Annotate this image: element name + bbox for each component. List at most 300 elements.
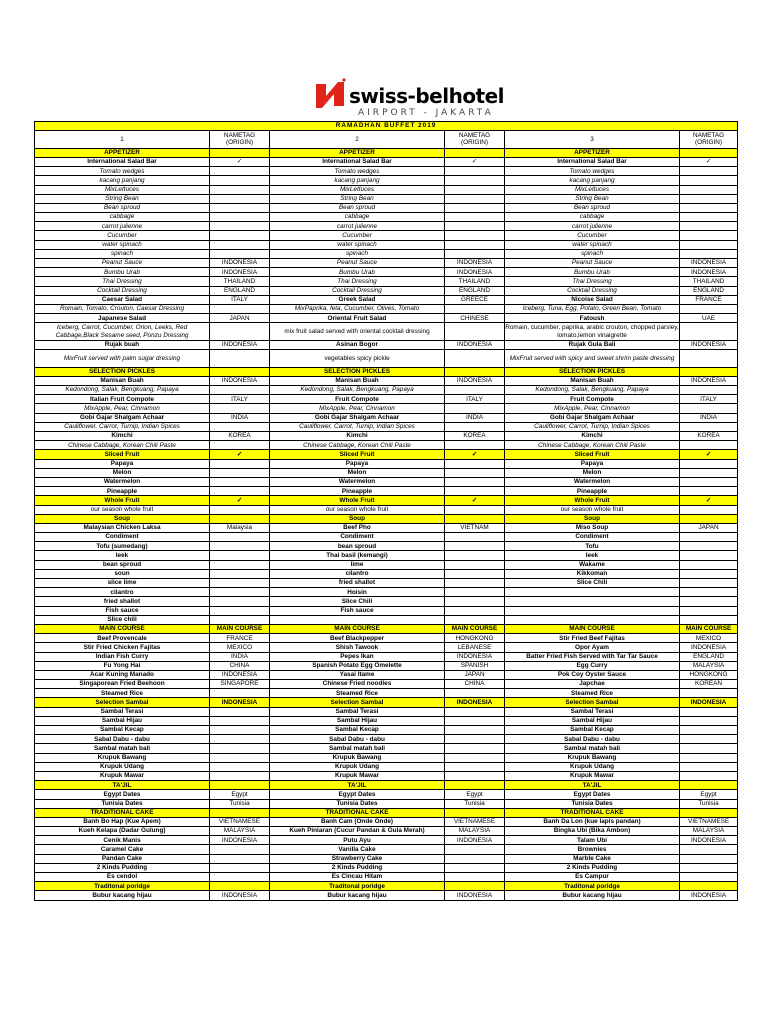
day2-dish-cell: Tomato wedges xyxy=(270,167,445,176)
menu-row xyxy=(35,643,738,652)
day1-dish-cell: Caesar Salad xyxy=(35,295,210,304)
day3-origin-cell: INDIA xyxy=(680,413,738,422)
menu-row xyxy=(35,240,738,249)
day1-origin-cell: ENGLAND xyxy=(210,286,270,295)
menu-row xyxy=(35,259,738,268)
day2-origin-cell xyxy=(445,249,505,258)
day3-dish-cell: Soup xyxy=(505,514,680,523)
day1-dish-cell: Steamed Rice xyxy=(35,689,210,698)
menu-row xyxy=(35,615,738,624)
day3-dish-cell: Rujak Gula Bali xyxy=(505,340,680,349)
day2-dish-cell: MAIN COURSE xyxy=(270,624,445,633)
menu-row xyxy=(35,176,738,185)
day1-dish-cell: Beef Provencale xyxy=(35,634,210,643)
day3-origin-cell xyxy=(680,579,738,588)
day3-origin-cell: ENGLAND xyxy=(680,286,738,295)
menu-row xyxy=(35,323,738,341)
day2-dish-cell: Putu Ayu xyxy=(270,836,445,845)
day2-origin-cell xyxy=(445,735,505,744)
day2-dish-cell: Thai basil (kemangi) xyxy=(270,551,445,560)
day1-origin-cell xyxy=(210,569,270,578)
day1-dish-cell: Soup xyxy=(35,514,210,523)
day1-origin-cell xyxy=(210,744,270,753)
day2-dish-cell: Oriental Fruit Salad xyxy=(270,314,445,323)
day1-origin-cell xyxy=(210,240,270,249)
day2-dish-cell: Peanut Sauce xyxy=(270,259,445,268)
day2-origin-cell: NAMETAG (ORIGIN) xyxy=(445,131,505,149)
day2-dish-cell: Krupuk Bawang xyxy=(270,753,445,762)
day2-origin-cell xyxy=(445,560,505,569)
day1-origin-cell xyxy=(210,873,270,882)
day1-origin-cell xyxy=(210,459,270,468)
day1-dish-cell: Pineapple xyxy=(35,487,210,496)
day2-origin-cell xyxy=(445,350,505,368)
menu-row xyxy=(35,231,738,240)
day1-dish-cell: Tomato wedges xyxy=(35,167,210,176)
day1-origin-cell xyxy=(210,735,270,744)
day3-dish-cell: Manisan Buah xyxy=(505,376,680,385)
day3-origin-cell xyxy=(680,762,738,771)
day1-origin-cell xyxy=(210,579,270,588)
day3-origin-cell xyxy=(680,477,738,486)
day2-dish-cell: water spinach xyxy=(270,240,445,249)
day3-dish-cell: Traditonal poridge xyxy=(505,882,680,891)
day3-origin-cell xyxy=(680,176,738,185)
day2-origin-cell: ENGLAND xyxy=(445,286,505,295)
day3-dish-cell xyxy=(505,615,680,624)
day2-dish-cell: Hoisin xyxy=(270,588,445,597)
menu-row xyxy=(35,487,738,496)
day2-dish-cell: kacang panjang xyxy=(270,176,445,185)
day2-dish-cell: Whole Fruit xyxy=(270,496,445,505)
day1-origin-cell xyxy=(210,386,270,395)
day1-origin-cell xyxy=(210,148,270,157)
day1-origin-cell xyxy=(210,615,270,624)
day1-dish-cell: Es cendol xyxy=(35,873,210,882)
day3-origin-cell xyxy=(680,167,738,176)
day2-dish-cell: cabbage xyxy=(270,213,445,222)
day2-dish-cell: String Bean xyxy=(270,194,445,203)
day3-origin-cell xyxy=(680,781,738,790)
day3-dish-cell: Gobi Gajar Shalgam Achaar xyxy=(505,413,680,422)
day1-origin-cell: VIETNAMESE xyxy=(210,817,270,826)
day2-origin-cell xyxy=(445,213,505,222)
day1-dish-cell: Manisan Buah xyxy=(35,376,210,385)
day2-origin-cell: ITALY xyxy=(445,395,505,404)
day3-dish-cell: Banh Da Lon (kue lapis pandan) xyxy=(505,817,680,826)
day3-dish-cell: cabbage xyxy=(505,213,680,222)
hotel-logo-icon xyxy=(314,78,346,110)
day2-origin-cell xyxy=(445,854,505,863)
day3-dish-cell: Tofu xyxy=(505,542,680,551)
day3-dish-cell: Sabal Dabu - dabu xyxy=(505,735,680,744)
day1-origin-cell: SINGAPORE xyxy=(210,680,270,689)
day1-origin-cell: Tunisia xyxy=(210,799,270,808)
day1-dish-cell: Watermelon xyxy=(35,477,210,486)
day1-origin-cell xyxy=(210,514,270,523)
day3-dish-cell: Egg Curry xyxy=(505,661,680,670)
day2-dish-cell: Bean sproud xyxy=(270,203,445,212)
day2-dish-cell: Slice Chili xyxy=(270,597,445,606)
day3-origin-cell xyxy=(680,569,738,578)
day3-origin-cell: FRANCE xyxy=(680,295,738,304)
day2-dish-cell: Tunisia Dates xyxy=(270,799,445,808)
menu-row xyxy=(35,376,738,385)
menu-row xyxy=(35,422,738,431)
menu-row xyxy=(35,560,738,569)
day3-dish-cell: International Salad Bar xyxy=(505,157,680,166)
day3-dish-cell: Bean sproud xyxy=(505,203,680,212)
day3-origin-cell xyxy=(680,304,738,313)
day1-origin-cell xyxy=(210,231,270,240)
day3-dish-cell: TRADITIONAL CAKE xyxy=(505,808,680,817)
menu-row xyxy=(35,863,738,872)
menu-row xyxy=(35,131,738,149)
day3-origin-cell xyxy=(680,514,738,523)
menu-row xyxy=(35,340,738,349)
day3-dish-cell: Watermelon xyxy=(505,477,680,486)
day1-origin-cell xyxy=(210,176,270,185)
day3-origin-cell: INDONESIA xyxy=(680,376,738,385)
menu-row xyxy=(35,432,738,441)
day1-dish-cell: Iceberg, Carrot, Cucumber, Orion, Leeks, Red Cabbage,Black Sesame seed, Ponzu Dressing xyxy=(35,323,210,341)
day1-dish-cell: Sliced Fruit xyxy=(35,450,210,459)
day2-origin-cell xyxy=(445,231,505,240)
menu-row xyxy=(35,350,738,368)
day3-dish-cell: Pineapple xyxy=(505,487,680,496)
day1-dish-cell: APPETIZER xyxy=(35,148,210,157)
day3-origin-cell xyxy=(680,771,738,780)
day2-dish-cell: Sambal matah bali xyxy=(270,744,445,753)
day2-dish-cell: mix fruit salad served with oriental cocktail dressing xyxy=(270,323,445,341)
day1-origin-cell xyxy=(210,203,270,212)
day2-dish-cell: SELECTION PICKLES xyxy=(270,367,445,376)
menu-row xyxy=(35,523,738,532)
day1-dish-cell: Melon xyxy=(35,468,210,477)
day3-origin-cell xyxy=(680,185,738,194)
day3-origin-cell xyxy=(680,533,738,542)
day3-dish-cell: Krupuk Mawar xyxy=(505,771,680,780)
day1-dish-cell: Stir Fried Chicken Fajitas xyxy=(35,643,210,652)
day3-dish-cell: spinach xyxy=(505,249,680,258)
day1-origin-cell: INDONESIA xyxy=(210,340,270,349)
menu-row xyxy=(35,496,738,505)
day3-dish-cell: 3 xyxy=(505,131,680,149)
day2-origin-cell: INDONESIA xyxy=(445,259,505,268)
day1-dish-cell: Cauliflower, Carrot, Turnip, Indian Spices xyxy=(35,422,210,431)
day2-dish-cell: Pepes Ikan xyxy=(270,652,445,661)
day3-origin-cell xyxy=(680,487,738,496)
day2-origin-cell xyxy=(445,185,505,194)
day3-origin-cell: INDONESIA xyxy=(680,259,738,268)
day1-dish-cell: Kedondong, Salak, Bengkuang, Papaya xyxy=(35,386,210,395)
day3-origin-cell: INDONESIA xyxy=(680,340,738,349)
day2-origin-cell: INDONESIA xyxy=(445,268,505,277)
day1-dish-cell: Gobi Gajar Shalgam Achaar xyxy=(35,413,210,422)
day2-origin-cell xyxy=(445,477,505,486)
day3-dish-cell: Bubur kacang hijau xyxy=(505,891,680,900)
day1-dish-cell: Cocktail Dressing xyxy=(35,286,210,295)
day2-origin-cell xyxy=(445,422,505,431)
day3-dish-cell: Nicoise Salad xyxy=(505,295,680,304)
day2-origin-cell xyxy=(445,240,505,249)
day3-dish-cell: Tunisia Dates xyxy=(505,799,680,808)
menu-row xyxy=(35,459,738,468)
menu-row xyxy=(35,505,738,514)
buffet-menu-table xyxy=(34,121,738,901)
day1-origin-cell xyxy=(210,213,270,222)
day1-dish-cell: fried shallot xyxy=(35,597,210,606)
day2-origin-cell: INDONESIA xyxy=(445,836,505,845)
day3-dish-cell: Es Campur xyxy=(505,873,680,882)
menu-row xyxy=(35,882,738,891)
day2-dish-cell: Condiment xyxy=(270,533,445,542)
day3-origin-cell xyxy=(680,350,738,368)
day2-dish-cell: Fish sauce xyxy=(270,606,445,615)
day2-dish-cell: Sambal Hijau xyxy=(270,716,445,725)
day2-dish-cell: 2 Kinds Pudding xyxy=(270,863,445,872)
day2-dish-cell: MixApple, Pear, Cinnamon xyxy=(270,404,445,413)
day1-origin-cell xyxy=(210,863,270,872)
day1-dish-cell: Slice chili xyxy=(35,615,210,624)
day1-dish-cell: Sambal matah bali xyxy=(35,744,210,753)
day2-dish-cell: Sambal Terasi xyxy=(270,707,445,716)
day3-origin-cell: INDONESIA xyxy=(680,836,738,845)
day2-origin-cell: HONGKONG xyxy=(445,634,505,643)
day3-origin-cell xyxy=(680,845,738,854)
day3-origin-cell xyxy=(680,422,738,431)
day2-origin-cell xyxy=(445,505,505,514)
day2-origin-cell: MAIN COURSE xyxy=(445,624,505,633)
menu-row xyxy=(35,845,738,854)
day1-origin-cell: INDONESIA xyxy=(210,259,270,268)
day3-dish-cell: APPETIZER xyxy=(505,148,680,157)
day2-dish-cell: Manisan Buah xyxy=(270,376,445,385)
day1-dish-cell: Sambal Kecap xyxy=(35,726,210,735)
menu-row xyxy=(35,277,738,286)
menu-row xyxy=(35,689,738,698)
day3-dish-cell: String Bean xyxy=(505,194,680,203)
day2-origin-cell xyxy=(445,882,505,891)
day1-origin-cell: FRANCE xyxy=(210,634,270,643)
day1-dish-cell: 1 xyxy=(35,131,210,149)
day1-origin-cell xyxy=(210,716,270,725)
day1-dish-cell: Egypt Dates xyxy=(35,790,210,799)
day3-dish-cell: Sambal Terasi xyxy=(505,707,680,716)
day2-dish-cell: Chinese Fried noodles xyxy=(270,680,445,689)
day3-dish-cell: Opor Ayam xyxy=(505,643,680,652)
day1-dish-cell: Selection Sambal xyxy=(35,698,210,707)
day3-origin-cell xyxy=(680,194,738,203)
day3-origin-cell xyxy=(680,213,738,222)
day1-dish-cell: Acar Kuning Manado xyxy=(35,670,210,679)
day3-dish-cell: Pok Coy Oyster Sauce xyxy=(505,670,680,679)
day3-origin-cell: ✓ xyxy=(680,157,738,166)
day2-origin-cell: THAILAND xyxy=(445,277,505,286)
hotel-name: swiss-belhotel xyxy=(349,84,505,108)
day1-dish-cell: slice lime xyxy=(35,579,210,588)
day1-dish-cell: Fu Yong Hai xyxy=(35,661,210,670)
day3-dish-cell: Wakame xyxy=(505,560,680,569)
day2-origin-cell: VIETNAM xyxy=(445,523,505,532)
day3-dish-cell: Romain, cucumber, paprika, arabic crouton, chopped parsley, lomato,lemon vinaigrette xyxy=(505,324,679,339)
day2-origin-cell xyxy=(445,404,505,413)
day2-dish-cell: Watermelon xyxy=(270,477,445,486)
day3-origin-cell xyxy=(680,505,738,514)
day2-origin-cell xyxy=(445,588,505,597)
day1-origin-cell: INDIA xyxy=(210,652,270,661)
day3-origin-cell: MEXICO xyxy=(680,634,738,643)
day1-dish-cell: MAIN COURSE xyxy=(35,624,210,633)
day1-dish-cell: Thai Dressing xyxy=(35,277,210,286)
day2-dish-cell: Sliced Fruit xyxy=(270,450,445,459)
day1-origin-cell xyxy=(210,854,270,863)
day2-origin-cell xyxy=(445,176,505,185)
day3-origin-cell xyxy=(680,404,738,413)
day1-dish-cell: Papaya xyxy=(35,459,210,468)
day3-origin-cell: ✓ xyxy=(680,450,738,459)
day1-dish-cell: Tunisia Dates xyxy=(35,799,210,808)
day1-origin-cell xyxy=(210,222,270,231)
menu-row xyxy=(35,148,738,157)
menu-row xyxy=(35,185,738,194)
menu-title: RAMADHAN BUFFET 2019 xyxy=(35,122,738,131)
day3-origin-cell: INDONESIA xyxy=(680,891,738,900)
menu-row xyxy=(35,588,738,597)
day1-origin-cell xyxy=(210,726,270,735)
day2-dish-cell: Asinan Bogor xyxy=(270,340,445,349)
day2-dish-cell: Chinese Cabbage, Korean Chili Paste xyxy=(270,441,445,450)
day1-origin-cell xyxy=(210,707,270,716)
day3-dish-cell: Iceberg, Tuna, Egg, Potato, Green Bean, Tomato xyxy=(505,304,680,313)
day2-origin-cell xyxy=(445,689,505,698)
day3-origin-cell xyxy=(680,551,738,560)
menu-row xyxy=(35,808,738,817)
day2-dish-cell: Beef Blackpepper xyxy=(270,634,445,643)
day1-dish-cell: Cenik Manis xyxy=(35,836,210,845)
day2-dish-cell: Es Cincau Hitam xyxy=(270,873,445,882)
day3-origin-cell xyxy=(680,542,738,551)
day1-dish-cell: Sabal Dabu - dabu xyxy=(35,735,210,744)
day3-dish-cell: Sliced Fruit xyxy=(505,450,680,459)
day1-origin-cell xyxy=(210,597,270,606)
day2-dish-cell: fried shallot xyxy=(270,579,445,588)
day3-dish-cell: Brownies xyxy=(505,845,680,854)
day2-origin-cell xyxy=(445,707,505,716)
day1-origin-cell xyxy=(210,505,270,514)
menu-row xyxy=(35,873,738,882)
day1-origin-cell xyxy=(210,689,270,698)
menu-row xyxy=(35,817,738,826)
day3-dish-cell: Marble Cake xyxy=(505,854,680,863)
day2-dish-cell: Traditonal poridge xyxy=(270,882,445,891)
day1-origin-cell: CHINA xyxy=(210,661,270,670)
day1-origin-cell: INDONESIA xyxy=(210,376,270,385)
day1-origin-cell xyxy=(210,304,270,313)
day2-origin-cell xyxy=(445,726,505,735)
day1-origin-cell xyxy=(210,845,270,854)
day2-origin-cell xyxy=(445,551,505,560)
day3-dish-cell: Bingka Ubi (Bika Ambon) xyxy=(505,827,680,836)
menu-row xyxy=(35,450,738,459)
day2-origin-cell xyxy=(445,514,505,523)
day2-dish-cell: Greek Salad xyxy=(270,295,445,304)
menu-row xyxy=(35,167,738,176)
day2-dish-cell: International Salad Bar xyxy=(270,157,445,166)
day2-origin-cell: ✓ xyxy=(445,450,505,459)
day3-origin-cell xyxy=(680,808,738,817)
day2-dish-cell: Melon xyxy=(270,468,445,477)
menu-row xyxy=(35,707,738,716)
day2-origin-cell xyxy=(445,771,505,780)
day1-origin-cell xyxy=(210,606,270,615)
day1-dish-cell: Italian Fruit Compote xyxy=(35,395,210,404)
day2-dish-cell: MixLettuces xyxy=(270,185,445,194)
day1-dish-cell: spinach xyxy=(35,249,210,258)
menu-row xyxy=(35,314,738,323)
day2-dish-cell: Vanilla Cake xyxy=(270,845,445,854)
day1-dish-cell: Singaporean Fried Beehoon xyxy=(35,680,210,689)
day3-origin-cell: THAILAND xyxy=(680,277,738,286)
day2-origin-cell: LEBANESE xyxy=(445,643,505,652)
day2-origin-cell xyxy=(445,148,505,157)
day3-origin-cell xyxy=(680,597,738,606)
day2-dish-cell: Fruit Compote xyxy=(270,395,445,404)
day2-origin-cell xyxy=(445,606,505,615)
day1-dish-cell: Chinese Cabbage, Korean Chili Paste xyxy=(35,441,210,450)
day1-dish-cell: Peanut Sauce xyxy=(35,259,210,268)
day1-origin-cell: Egypt xyxy=(210,790,270,799)
day1-origin-cell: Malaysia xyxy=(210,523,270,532)
day1-origin-cell xyxy=(210,422,270,431)
day1-dish-cell: Pandan Cake xyxy=(35,854,210,863)
menu-row xyxy=(35,854,738,863)
day3-origin-cell xyxy=(680,367,738,376)
menu-row xyxy=(35,194,738,203)
day2-origin-cell: CHINESE xyxy=(445,314,505,323)
day1-origin-cell: INDONESIA xyxy=(210,698,270,707)
menu-row xyxy=(35,249,738,258)
day2-origin-cell: Tunisia xyxy=(445,799,505,808)
day3-origin-cell: INDONESIA xyxy=(680,643,738,652)
day3-dish-cell: Fruit Compote xyxy=(505,395,680,404)
day1-dish-cell: Kueh Kelapa (Dadar Gulung) xyxy=(35,827,210,836)
day1-dish-cell: water spinach xyxy=(35,240,210,249)
day2-dish-cell: Papaya xyxy=(270,459,445,468)
day2-origin-cell xyxy=(445,716,505,725)
day1-origin-cell xyxy=(210,588,270,597)
day1-origin-cell xyxy=(210,194,270,203)
day2-dish-cell: Bubur kacang hijau xyxy=(270,891,445,900)
menu-row xyxy=(35,579,738,588)
day2-origin-cell: CHINA xyxy=(445,680,505,689)
day2-dish-cell: Cucumber xyxy=(270,231,445,240)
day3-dish-cell: Japchae xyxy=(505,680,680,689)
menu-row xyxy=(35,514,738,523)
day3-origin-cell xyxy=(680,615,738,624)
day1-dish-cell: Condiment xyxy=(35,533,210,542)
menu-row xyxy=(35,771,738,780)
day3-origin-cell xyxy=(680,441,738,450)
day3-dish-cell: Egypt Dates xyxy=(505,790,680,799)
day2-origin-cell xyxy=(445,615,505,624)
day3-origin-cell xyxy=(680,735,738,744)
menu-row xyxy=(35,698,738,707)
day2-origin-cell xyxy=(445,468,505,477)
menu-row xyxy=(35,542,738,551)
day1-origin-cell xyxy=(210,882,270,891)
day3-dish-cell: Krupuk Bawang xyxy=(505,753,680,762)
